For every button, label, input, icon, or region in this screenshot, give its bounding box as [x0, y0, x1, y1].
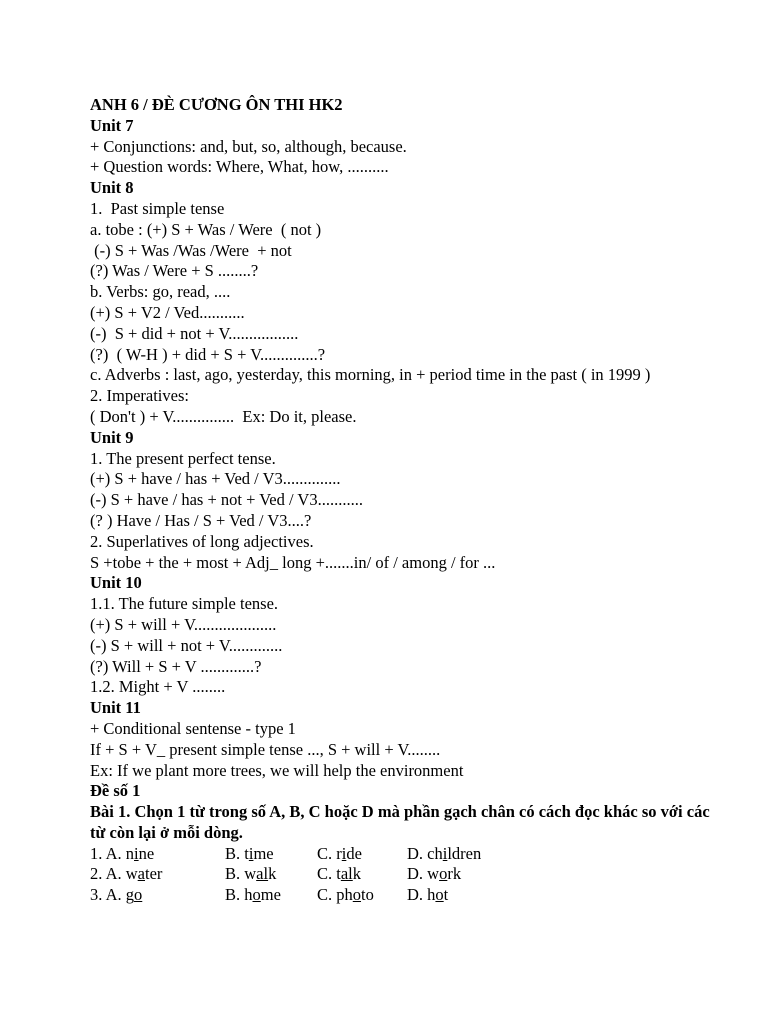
exam-task-instruction: Bài 1. Chọn 1 từ trong số A, B, C hoặc D mà phần gạch chân có cách đọc khác so với các từ còn lại ở mỗi dòng. [90, 802, 710, 842]
exam-heading: Đề số 1 [90, 781, 141, 801]
answer-row [90, 864, 710, 885]
unit-10-heading: Unit 10 [90, 573, 142, 593]
text-line: 1.2. Might + V ........ [90, 677, 226, 697]
text-line: (-) S + Was /Was /Were + not [90, 240, 292, 260]
answer-option: C. ride [317, 843, 362, 863]
answer-option: C. photo [317, 885, 374, 905]
answer-option: 2. A. water [90, 864, 163, 884]
text-line: 2. Superlatives of long adjectives. [90, 531, 314, 551]
text-line: 1.1. The future simple tense. [90, 594, 279, 614]
answer-row [90, 885, 710, 906]
answer-row [90, 844, 710, 865]
text-line: (+) S + have / has + Ved / V3.............. [90, 469, 341, 489]
text-line: b. Verbs: go, read, .... [90, 282, 231, 302]
text-line: If + S + V_ present simple tense ..., S + will + V........ [90, 739, 441, 759]
answer-option: D. work [407, 864, 462, 884]
answer-option: 1. A. nine [90, 843, 155, 863]
answer-option: C. talk [317, 864, 362, 884]
unit-11-heading: Unit 11 [90, 698, 141, 718]
unit-7-heading: Unit 7 [90, 115, 134, 135]
text-line: 1. The present perfect tense. [90, 448, 276, 468]
text-line: (+) S + V2 / Ved........... [90, 302, 245, 322]
text-line: (-) S + will + not + V............. [90, 635, 283, 655]
text-line: + Conjunctions: and, but, so, although, because. [90, 136, 407, 156]
answer-option: D. hot [407, 885, 449, 905]
text-line: S +tobe + the + most + Adj_ long +.......in/ of / among / for ... [90, 552, 496, 572]
text-line: (?) Will + S + V .............? [90, 656, 262, 676]
text-line: Ex: If we plant more trees, we will help the environment [90, 760, 464, 780]
text-line: (? ) Have / Has / S + Ved / V3....? [90, 510, 312, 530]
document-title: ANH 6 / ĐÈ CƯƠNG ÔN THI HK2 [90, 95, 343, 114]
text-line: (-) S + have / has + not + Ved / V3........... [90, 490, 363, 510]
answer-option: 3. A. go [90, 885, 143, 905]
text-line: 1. Past simple tense [90, 198, 225, 218]
text-line: ( Don't ) + V............... Ex: Do it, please. [90, 406, 357, 426]
answer-option: D. children [407, 843, 482, 863]
text-line: (+) S + will + V.................... [90, 614, 277, 634]
text-line: c. Adverbs : last, ago, yesterday, this morning, in + period time in the past ( in 1999 ) [90, 365, 651, 385]
unit-9-heading: Unit 9 [90, 427, 134, 447]
answer-option: B. home [225, 885, 281, 905]
text-line: (?) Was / Were + S ........? [90, 261, 259, 281]
text-line: 2. Imperatives: [90, 386, 189, 406]
unit-8-heading: Unit 8 [90, 178, 134, 198]
text-line: + Conditional sentense - type 1 [90, 718, 296, 738]
text-line: (?) ( W-H ) + did + S + V..............? [90, 344, 326, 364]
answer-option: B. time [225, 843, 274, 863]
answer-option: B. walk [225, 864, 277, 884]
document-body [90, 95, 710, 906]
text-line: (-) S + did + not + V................. [90, 323, 299, 343]
text-line: + Question words: Where, What, how, .......... [90, 157, 389, 177]
text-line: a. tobe : (+) S + Was / Were ( not ) [90, 219, 322, 239]
